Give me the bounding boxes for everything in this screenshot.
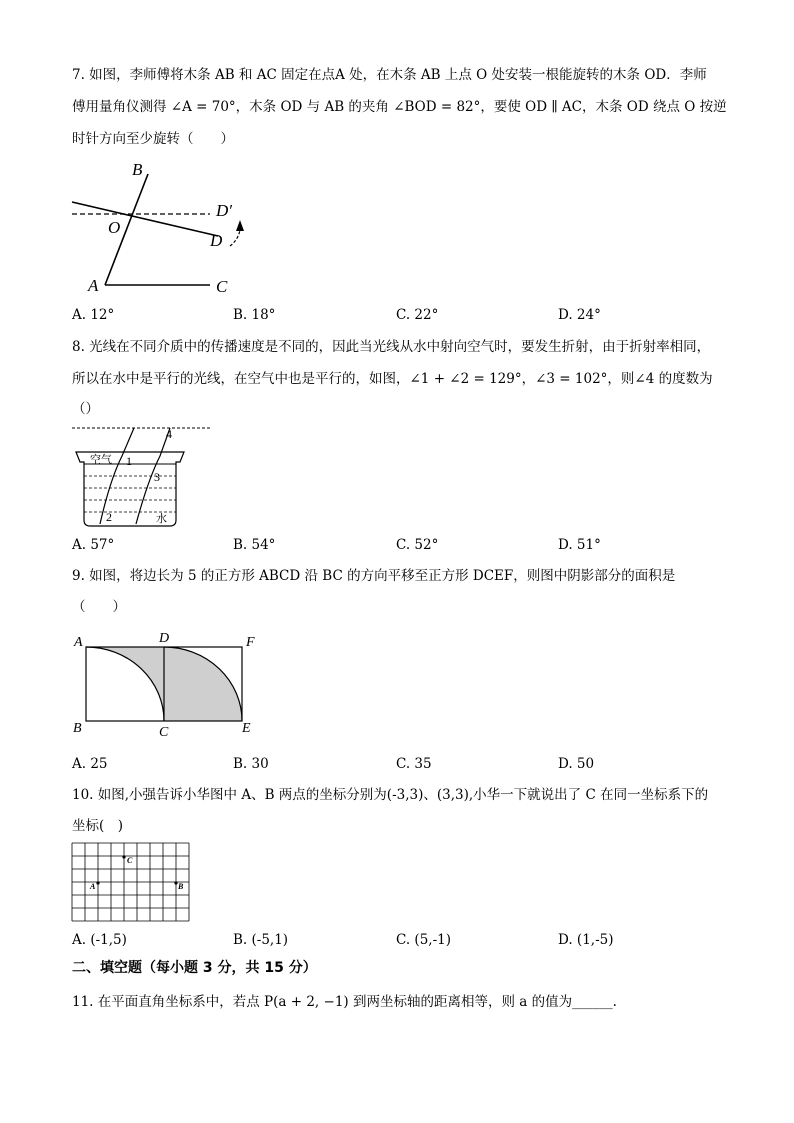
q9-label-e: E [242,721,251,736]
q8-label-water: 水 [156,513,167,525]
q9-label-c: C [159,725,169,740]
q7-option-d[interactable]: D. 24° [558,307,601,323]
q10-option-c[interactable]: C. (5,-1) [396,932,451,948]
q10-label-a: A [90,882,96,891]
q8-line-1: 8. 光线在不同介质中的传播速度是不同的，因此当光线从水中射向空气时，要发生折射，由于折射率相同， [72,339,711,355]
q7-label-a: A [88,276,99,295]
q10-option-b[interactable]: B. (-5,1) [233,932,289,948]
q8-label-3: 3 [154,470,160,484]
q9-label-d: D [159,631,170,646]
q8-line-3: （） [72,401,99,417]
section-2-title: 二、填空题（每小题 3 分，共 15 分） [72,960,317,976]
q7-option-c[interactable]: C. 22° [396,307,439,323]
q10-line-1: 10. 如图,小强告诉小华图中 A、B 两点的坐标分别为(-3,3)、(3,3),小华一下就说出了 C 在同一坐标系下的 [72,787,709,803]
q10-point-c [122,855,125,858]
q8-option-d[interactable]: D. 51° [558,537,601,553]
q8-option-b[interactable]: B. 54° [233,537,276,553]
q10-grid-figure [72,843,192,923]
q7-arrow-head [236,220,244,231]
q9-option-c[interactable]: C. 35 [396,756,432,772]
q8-option-a[interactable]: A. 57° [72,537,115,553]
q10-point-a [96,881,99,884]
q10-line-2: 坐标( ) [72,818,124,834]
q10-option-a[interactable]: A. (-1,5) [72,932,127,948]
q7-bar-od [72,202,218,236]
q7-label-d: D [210,231,223,250]
q7-option-b[interactable]: B. 18° [233,307,276,323]
q9-label-a: A [74,635,83,650]
q10-label-b: B [178,882,184,891]
q9-option-b[interactable]: B. 30 [233,756,269,772]
q7-option-a[interactable]: A. 12° [72,307,115,323]
q9-figure [70,630,265,740]
q7-figure [60,158,260,298]
q7-label-dprime: D′ [216,201,232,220]
q7-label-c: C [216,277,228,296]
q8-figure [70,420,215,530]
q7-line-2: 傅用量角仪测得 ∠A = 70°，木条 OD 与 AB 的夹角 ∠BOD = 82°，要使 OD ∥ AC，木条 OD 绕点 O 按逆 [72,99,727,115]
q8-label-air: 空气 [90,454,112,466]
q9-line-1: 9. 如图，将边长为 5 的正方形 ABCD 沿 BC 的方向平移至正方形 DCEF，则图中阴影部分的面积是 [72,568,676,584]
q9-label-f: F [246,635,255,650]
q9-label-b: B [73,721,82,736]
q9-shade-left [86,647,164,721]
q10-label-c: C [127,856,133,865]
q7-label-b: B [132,160,143,179]
q8-label-1: 1 [126,454,132,468]
q9-option-a[interactable]: A. 25 [72,756,108,772]
q9-line-2: （ ） [72,599,126,615]
q8-label-2: 2 [106,510,112,524]
q8-line-2: 所以在水中是平行的光线，在空气中也是平行的，如图，∠1 + ∠2 = 129°，∠3 = 102°，则∠4 的度数为 [72,371,713,387]
q7-label-o: O [108,218,121,237]
q7-line-1: 7. 如图，李师傅将木条 AB 和 AC 固定在点A 处，在木条 AB 上点 O 处安装一根能旋转的木条 OD．李师 [72,67,707,83]
q9-shade-right [164,647,242,721]
q9-option-d[interactable]: D. 50 [558,756,595,772]
q7-rotation-arc [230,230,240,246]
q8-label-4: 4 [166,427,172,441]
q8-option-c[interactable]: C. 52° [396,537,439,553]
q7-line-3: 时针方向至少旋转（ ） [72,131,234,147]
q11-text: 11. 在平面直角坐标系中，若点 P(a + 2, −1) 到两坐标轴的距离相等，则 a 的值为______. [72,994,617,1010]
q10-option-d[interactable]: D. (1,-5) [558,932,614,948]
